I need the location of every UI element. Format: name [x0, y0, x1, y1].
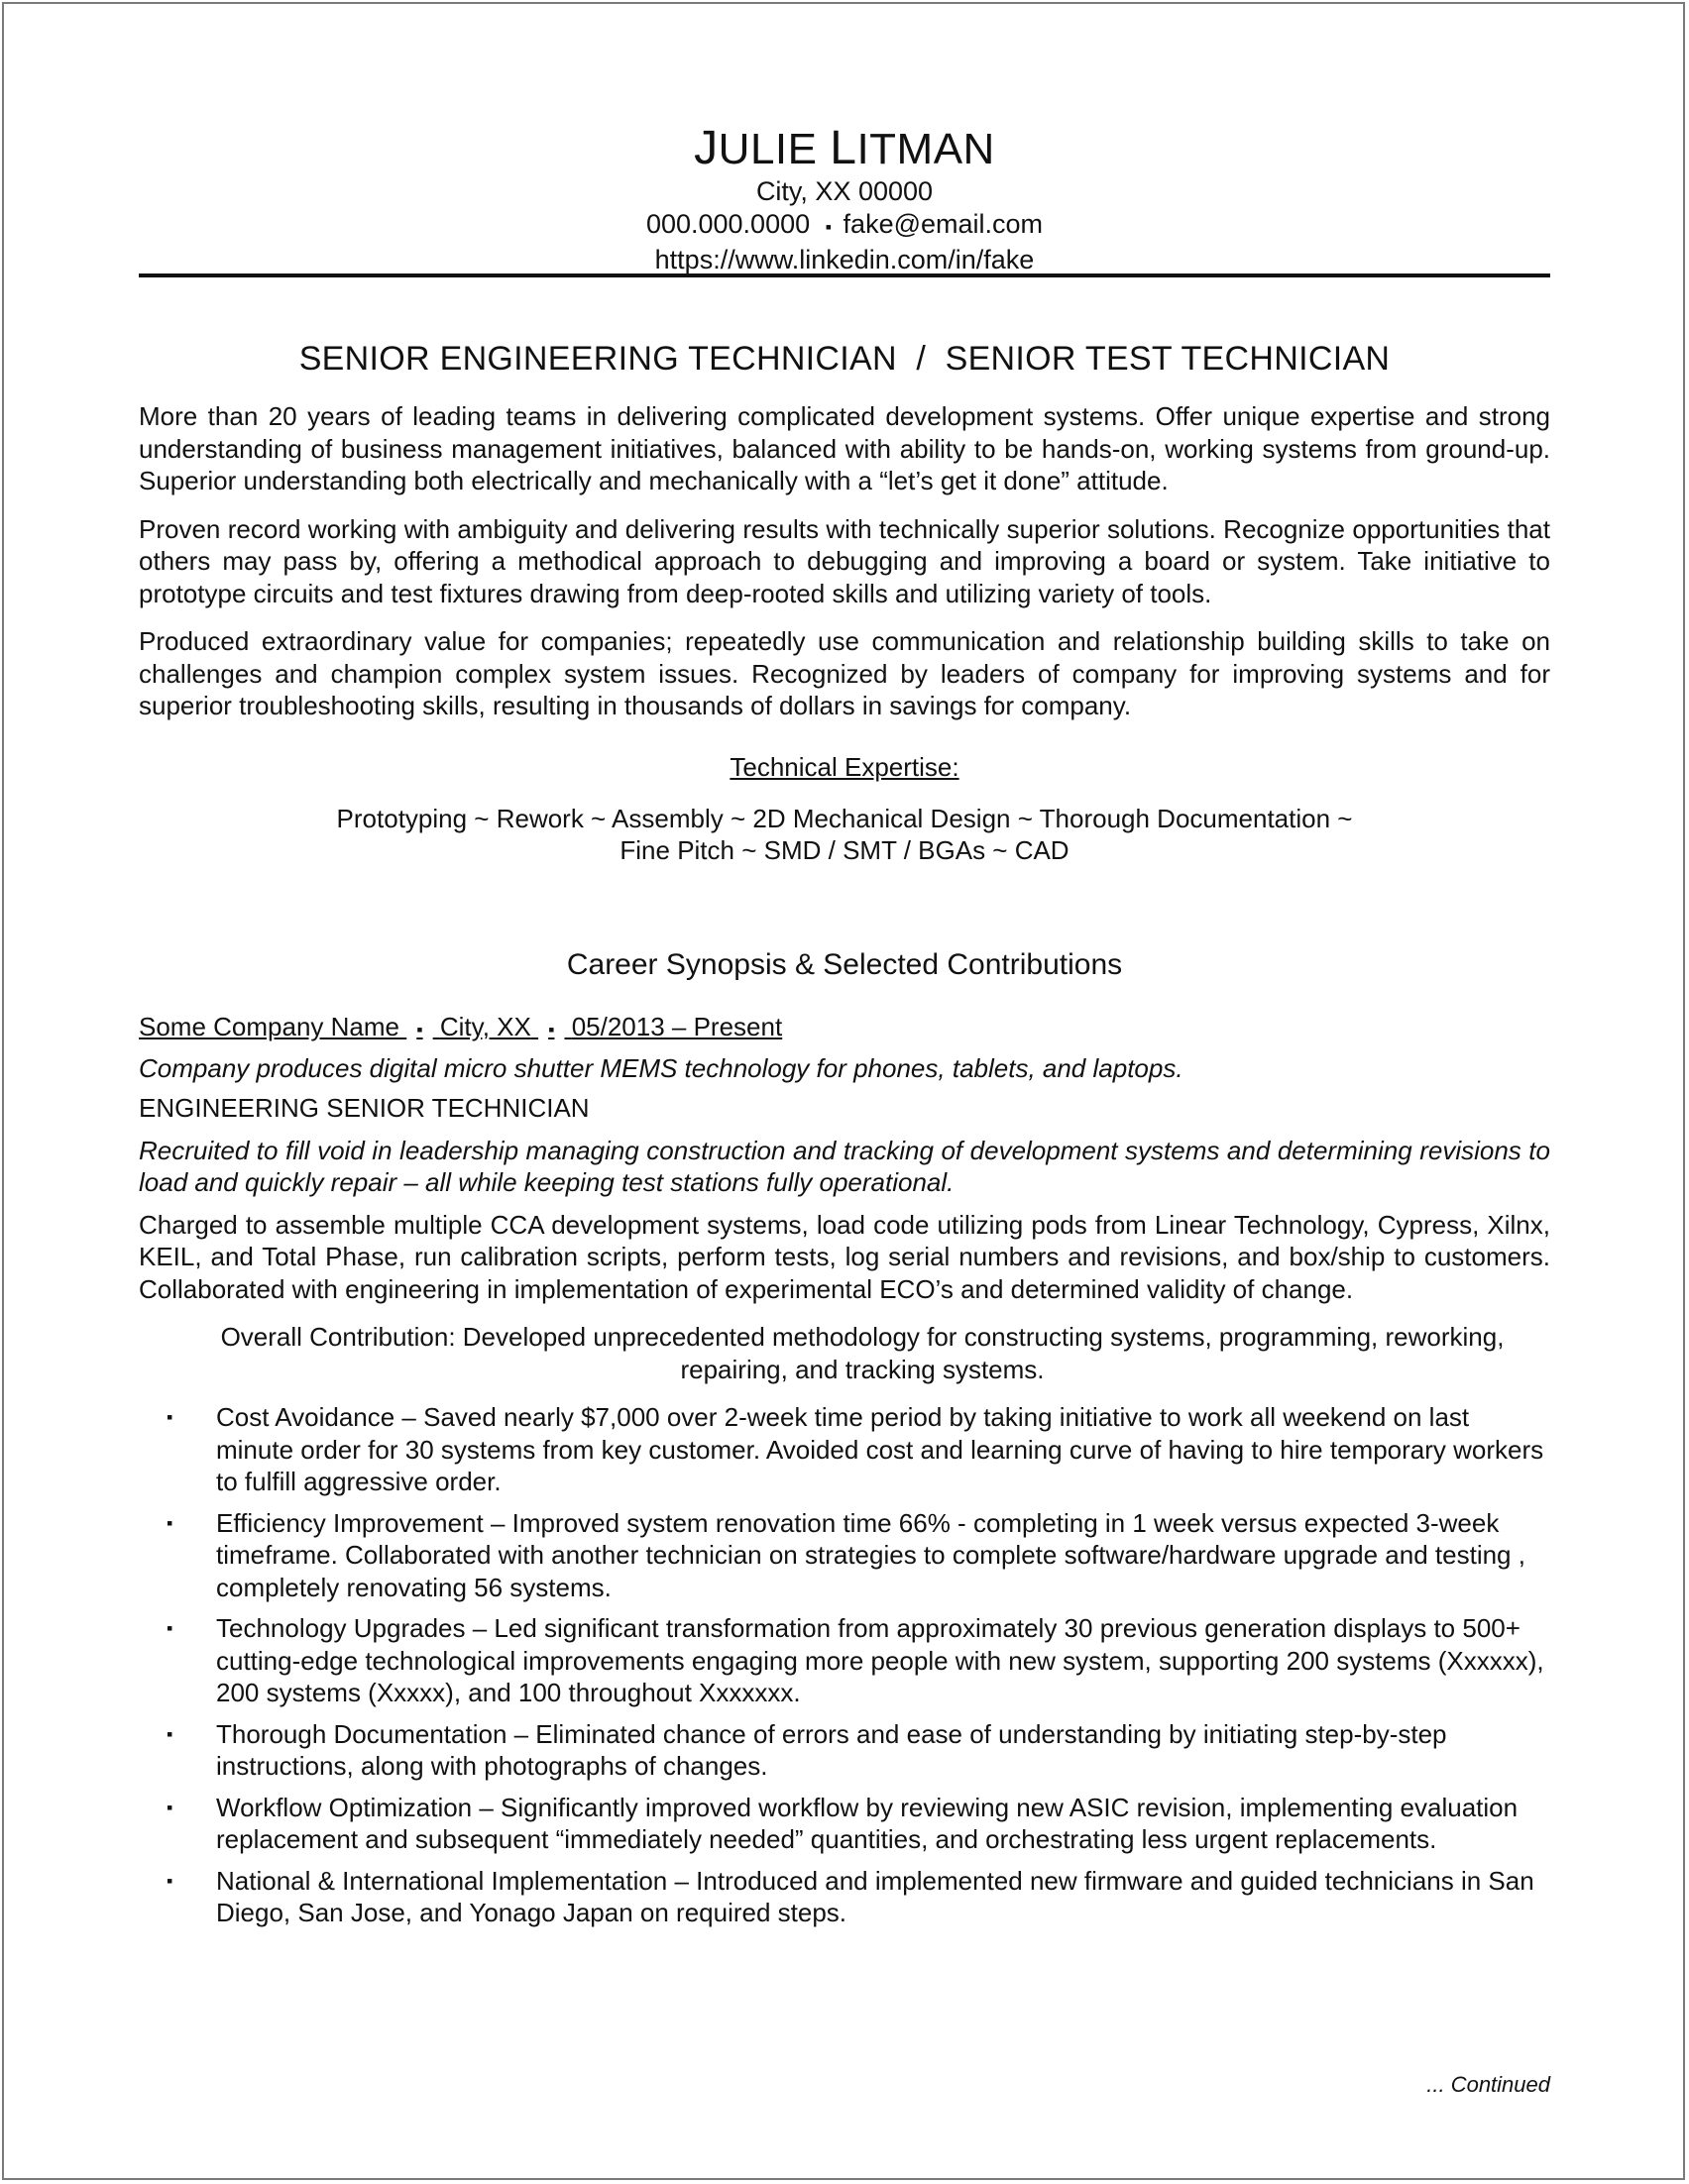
name-first-rest: ULIE: [718, 125, 818, 173]
bullet-marker: ▪: [167, 1870, 173, 1891]
summary-paragraph: Produced extraordinary value for companies; repeatedly use communication and relationship building skills to take on challenges and champion complex system issues. Recognized by leaders of company for improving systems and for superior troubleshooting skills, resulting in thousands of dollars in savings for company.: [139, 626, 1550, 720]
technical-expertise-heading: [139, 751, 1550, 783]
technical-expertise-list: [139, 803, 1550, 866]
city-line: City, XX 00000: [755, 176, 934, 206]
bullet-marker: ▪: [167, 1407, 173, 1427]
phone-email-line: [139, 208, 1550, 244]
bullet-marker: ▪: [167, 1618, 173, 1638]
list-item-text: Efficiency Improvement – Improved system renovation time 66% - completing in 1 week versus expected 3-week timeframe. Collaborated with another technician on strategies to complete software/hardware upgrade and testing , completely renovating 56 systems.: [216, 1507, 1525, 1602]
job-separator: ▪: [416, 1020, 423, 1039]
name-first-initial: J: [694, 122, 719, 174]
expertise-line: Prototyping ~ Rework ~ Assembly ~ 2D Mechanical Design ~ Thorough Documentation ~: [336, 804, 1353, 833]
bullet-marker: ▪: [167, 1512, 173, 1533]
job-entry: [139, 1011, 1550, 1938]
job-dates: 05/2013 – Present: [571, 1012, 783, 1041]
list-item: [139, 1718, 1550, 1783]
email-address: fake@email.com: [843, 209, 1044, 239]
contact-separator: ▪: [825, 217, 833, 237]
continued-note: ... Continued: [1426, 2072, 1550, 2097]
job-title: ENGINEERING SENIOR TECHNICIAN: [139, 1093, 590, 1123]
phone-number: 000.000.0000: [645, 209, 811, 239]
list-item-text: Workflow Optimization – Significantly improved workflow by reviewing new ASIC revision, implementing evaluation replacement and subsequent “immediately needed” quantities, and orchestrating less urgent replacements.: [216, 1792, 1519, 1854]
summary-paragraph: Proven record working with ambiguity and delivering results with technically superior solutions. Recognize opportunities that others may pass by, offering a methodical approach to debugging and improving a board or system. Take initiative to prototype circuits and test fixtures drawing from deep-rooted skills and utilizing variety of tools.: [139, 513, 1550, 608]
list-item: [139, 1865, 1550, 1929]
company-name: Some Company Name: [139, 1012, 399, 1041]
bullet-marker: ▪: [167, 1797, 173, 1817]
summary-paragraph: More than 20 years of leading teams in delivering complicated development systems. Offer unique expertise and strong understanding of business management initiatives, balanced with ability to be hands-on, working systems from ground-up. Superior understanding both electrically and mechanically with a “let’s get it done” attitude.: [139, 401, 1550, 495]
list-item: [139, 1507, 1550, 1604]
list-item-text: Thorough Documentation – Eliminated chance of errors and ease of understanding by initiating step-by-step instructions, along with photographs of changes.: [216, 1718, 1447, 1781]
name-last-rest: ITMAN: [856, 125, 995, 173]
header-divider: [139, 273, 1550, 277]
professional-summary: [139, 400, 1550, 738]
company-description: Company produces digital micro shutter MEMS technology for phones, tablets, and laptops.: [139, 1052, 1183, 1083]
job-location: City, XX: [439, 1012, 531, 1041]
job-company-line: [139, 1011, 1550, 1046]
contribution-list: [139, 1401, 1550, 1929]
resume-headline: SENIOR ENGINEERING TECHNICIAN / SENIOR TEST TECHNICIAN: [298, 340, 1391, 378]
career-section-title: Career Synopsis & Selected Contributions: [566, 948, 1123, 981]
linkedin-url: https://www.linkedin.com/in/fake: [654, 245, 1035, 274]
technical-expertise-label: Technical Expertise:: [730, 752, 959, 782]
resume-header: [139, 123, 1550, 276]
job-intro: Recruited to fill void in leadership managing construction and tracking of development systems and determining revisions to load and quickly repair – all while keeping test stations fully operational.: [139, 1135, 1550, 1197]
list-item-text: National & International Implementation – Introduced and implemented new firmware and guided technicians in San Diego, San Jose, and Yonago Japan on required steps.: [216, 1865, 1534, 1927]
name-last-initial: L: [830, 122, 857, 174]
list-item: [139, 1792, 1550, 1856]
expertise-line: Fine Pitch ~ SMD / SMT / BGAs ~ CAD: [619, 835, 1070, 865]
candidate-name: [139, 123, 1550, 175]
job-separator: ▪: [548, 1020, 555, 1039]
list-item-text: Technology Upgrades – Led significant transformation from approximately 30 previous generation displays to 500+ cutting-edge technological improvements engaging more people with new system, supporting 200 systems (Xxxxxx), 200 systems (Xxxxx), and 100 throughout Xxxxxxx.: [216, 1613, 1544, 1707]
list-item: [139, 1401, 1550, 1498]
bullet-marker: ▪: [167, 1723, 173, 1744]
list-item: [139, 1612, 1550, 1709]
overall-contribution: Overall Contribution: Developed unprecedented methodology for constructing systems, programming, reworking, repairing, and tracking systems.: [220, 1322, 1505, 1384]
job-responsibilities: Charged to assemble multiple CCA development systems, load code utilizing pods from Linear Technology, Cypress, Xilnx, KEIL, and Total Phase, run calibration scripts, perform tests, log serial numbers and revisions, and box/ship to customers. Collaborated with engineering in implementation of experimental ECO’s and determined validity of change.: [139, 1209, 1550, 1304]
list-item-text: Cost Avoidance – Saved nearly $7,000 over 2-week time period by taking initiative to work all weekend on last minute order for 30 systems from key customer. Avoided cost and learning curve of having to hire temporary workers to fulfill aggressive order.: [216, 1402, 1544, 1496]
